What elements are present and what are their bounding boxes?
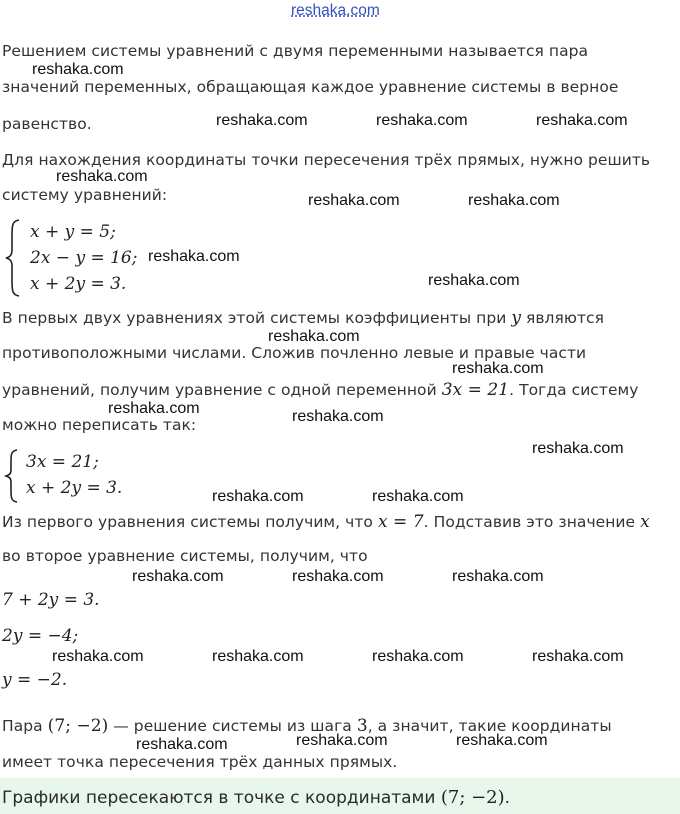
watermark: reshaka.com [32,61,124,78]
site-header-link[interactable]: reshaka.com [291,2,380,19]
watermark: reshaka.com [292,568,384,585]
system-equation: x + 2y = 3. [26,478,123,498]
paragraph-line: уравнений, получим уравнение с одной переменной 3x = 21. Тогда систему [2,380,639,400]
paragraph-line: систему уравнений: [2,186,168,204]
answer-coordinates: (7; −2) [440,787,505,808]
watermark: reshaka.com [292,408,384,425]
watermark: reshaka.com [376,112,468,129]
watermark: reshaka.com [532,648,624,665]
math-variable: y [511,308,521,328]
paragraph-line: значений переменных, обращающая каждое уравнение системы в верное [2,78,619,96]
watermark: reshaka.com [136,736,228,753]
watermark: reshaka.com [452,360,544,377]
watermark: reshaka.com [52,648,144,665]
watermark: reshaka.com [468,192,560,209]
paragraph-line: противоположными числами. Сложив почленно левые и правые части [2,344,587,362]
system-equation: x + y = 5; [30,222,116,242]
watermark: reshaka.com [456,732,548,749]
watermark: reshaka.com [132,568,224,585]
watermark: reshaka.com [296,732,388,749]
watermark: reshaka.com [216,112,308,129]
answer-box [0,778,680,814]
math-inline: x = 7 [377,512,424,532]
system-equation: 2x − y = 16; [30,248,138,268]
system-brace-icon [4,448,20,504]
watermark: reshaka.com [372,648,464,665]
watermark: reshaka.com [268,328,360,345]
paragraph-line: Для нахождения координаты точки пересечения трёх прямых, нужно решить [2,151,651,169]
paragraph-line: В первых двух уравнениях этой системы коэффициенты при y являются [2,308,604,328]
watermark: reshaka.com [428,272,520,289]
paragraph-line: можно переписать так: [2,416,197,434]
math-variable: x [640,512,650,532]
watermark: reshaka.com [532,440,624,457]
watermark: reshaka.com [452,568,544,585]
paragraph-line: Решением системы уравнений с двумя переменными называется пара [2,42,589,60]
watermark: reshaka.com [212,488,304,505]
paragraph-line: равенство. [2,115,92,133]
watermark: reshaka.com [308,192,400,209]
math-inline: (7; −2) [47,716,109,736]
watermark: reshaka.com [536,112,628,129]
paragraph-line: Пара (7; −2) — решение системы из шага 3, а значит, такие координаты [2,716,612,736]
watermark: reshaka.com [372,488,464,505]
solution-step: 7 + 2y = 3. [2,590,100,610]
watermark: reshaka.com [148,248,240,265]
solution-step: y = −2. [2,670,68,690]
watermark: reshaka.com [212,648,304,665]
paragraph-line: во второе уравнение системы, получим, что [2,547,368,565]
system-brace-icon [4,218,22,298]
solution-step: 2y = −4; [2,626,79,646]
math-inline: 3x = 21 [441,380,510,400]
paragraph-line: Из первого уравнения системы получим, что x = 7. Подставив это значение x [2,512,650,532]
paragraph-line: имеет точка пересечения трёх данных прямых. [2,753,398,771]
system-equation: 3x = 21; [26,452,99,472]
watermark: reshaka.com [56,168,148,185]
watermark: reshaka.com [108,400,200,417]
math-number: 3 [356,716,368,736]
system-equation: x + 2y = 3. [30,274,127,294]
answer-text: Графики пересекаются в точке с координатами (7; −2). [2,787,511,808]
